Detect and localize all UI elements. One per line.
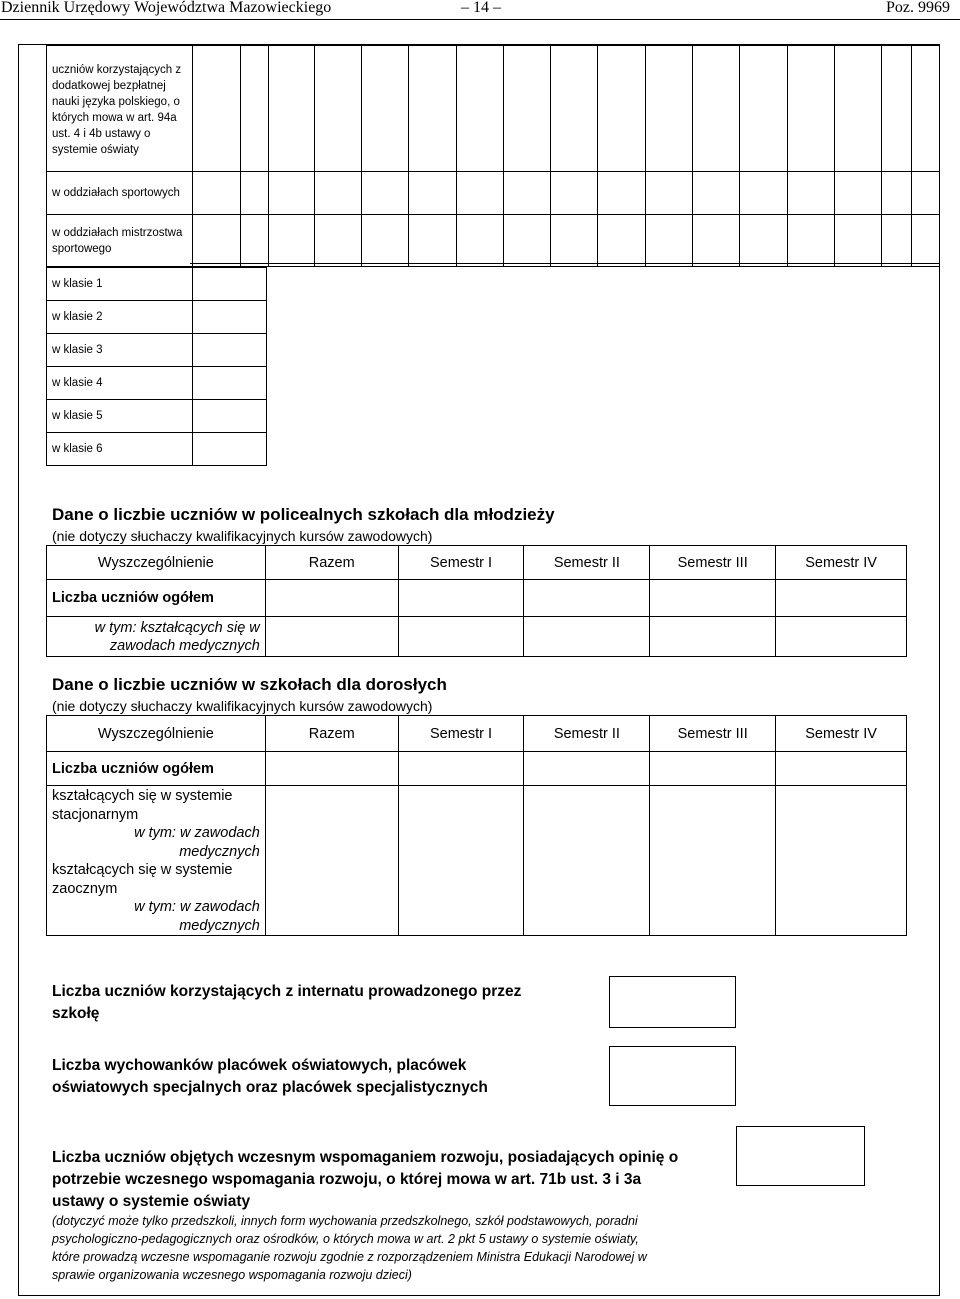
value-cell[interactable] <box>265 786 398 936</box>
value-cell[interactable] <box>524 617 650 657</box>
col-header: Semestr I <box>398 546 524 580</box>
policealne-table <box>46 545 907 657</box>
value-cell[interactable] <box>650 752 776 786</box>
table-row <box>47 334 267 367</box>
class-value-cell[interactable] <box>193 268 267 301</box>
top-table-hline <box>190 263 940 264</box>
wychowankowie-line: Liczba wychowanków placówek oświatowych, placówek <box>52 1057 467 1074</box>
table-row <box>47 580 907 617</box>
top-table-column-line <box>192 45 193 267</box>
stationary-label: kształcących się w systemie <box>52 788 233 804</box>
value-cell[interactable] <box>524 786 650 936</box>
top-table-hline <box>46 171 940 172</box>
top-table-column-line <box>268 45 269 267</box>
col-header: Razem <box>265 716 398 752</box>
internat-question <box>52 981 521 1025</box>
row-label-total: Liczba uczniów ogółem <box>47 580 266 617</box>
value-cell[interactable] <box>650 580 776 617</box>
class-label: w klasie 4 <box>47 367 193 400</box>
col-header: Semestr IV <box>776 716 907 752</box>
class-value-cell[interactable] <box>193 334 267 367</box>
value-cell[interactable] <box>265 617 398 657</box>
value-cell[interactable] <box>398 786 524 936</box>
wczesne-note <box>52 1212 647 1284</box>
stationary-label: stacjonarnym <box>52 806 139 823</box>
wczesne-note-line: psychologiczno-pedagogicznych oraz ośrodków, o których mowa w art. 2 pkt 5 ustawy o systemie oświaty, <box>52 1232 639 1246</box>
table-header-row <box>47 546 907 580</box>
table-row <box>47 367 267 400</box>
class-table <box>46 267 267 466</box>
table-row <box>47 617 907 657</box>
table-row <box>47 400 267 433</box>
value-cell[interactable] <box>650 786 776 936</box>
wczesne-line: ustawy o systemie oświaty <box>52 1193 251 1210</box>
value-cell[interactable] <box>776 580 907 617</box>
top-table-column-line <box>834 45 835 267</box>
class-value-cell[interactable] <box>193 367 267 400</box>
row-label-medical <box>47 617 266 657</box>
col-header: Wyszczególnienie <box>47 716 266 752</box>
value-cell[interactable] <box>265 580 398 617</box>
col-header: Semestr IV <box>776 546 907 580</box>
top-table-column-line <box>787 45 788 267</box>
top-table-column-line <box>361 45 362 267</box>
class-label: w klasie 6 <box>47 433 193 466</box>
journal-title: Dziennik Urzędowy Województwa Mazowieckiego <box>1 0 332 16</box>
top-table-column-line <box>739 45 740 267</box>
class-value-cell[interactable] <box>193 433 267 466</box>
top-table-column-line <box>911 45 912 267</box>
wychowankowie-line: oświatowych specjalnych oraz placówek specjalistycznych <box>52 1079 488 1096</box>
dorosli-subtitle: (nie dotyczy słuchaczy kwalifikacyjnych kursów zawodowych) <box>52 698 433 714</box>
extramural-medical-label: w tym: w zawodach <box>134 899 260 915</box>
class-label: w klasie 5 <box>47 400 193 433</box>
value-cell[interactable] <box>398 617 524 657</box>
policealne-subtitle: (nie dotyczy słuchaczy kwalifikacyjnych kursów zawodowych) <box>52 528 433 544</box>
row-label-polish-lessons: uczniów korzystających z dodatkowej bezpłatnej nauki języka polskiego, o których mowa w art. 94a ust. 4 i 4b ustawy o systemie oświaty <box>52 64 182 156</box>
top-table-column-line <box>645 45 646 267</box>
value-cell[interactable] <box>776 752 907 786</box>
class-value-cell[interactable] <box>193 400 267 433</box>
row-label-medical-line: w tym: kształcących się w <box>94 619 260 636</box>
col-header: Semestr III <box>650 716 776 752</box>
header-divider <box>0 19 960 20</box>
stationary-medical-label: medycznych <box>179 843 260 860</box>
table-header-row <box>47 716 907 752</box>
dorosli-table <box>46 715 907 936</box>
class-value-cell[interactable] <box>193 301 267 334</box>
row-label-championship-classes: w oddziałach mistrzostwa sportowego <box>52 227 183 255</box>
value-cell[interactable] <box>265 752 398 786</box>
position-number: Poz. 9969 <box>886 0 950 16</box>
top-table-column-line <box>503 45 504 267</box>
class-label: w klasie 1 <box>47 268 193 301</box>
top-table-hline <box>46 214 940 215</box>
dorosli-title: Dane o liczbie uczniów w szkołach dla dorosłych <box>52 675 447 694</box>
extramural-label: kształcących się w systemie <box>52 862 233 878</box>
top-table-column-line <box>692 45 693 267</box>
top-table-column-line <box>881 45 882 267</box>
class-label: w klasie 3 <box>47 334 193 367</box>
extramural-label: zaocznym <box>52 880 118 897</box>
value-cell[interactable] <box>524 752 650 786</box>
top-table-column-line <box>314 45 315 267</box>
row-label-systems <box>47 786 266 936</box>
row-label-medical-line: zawodach medycznych <box>109 637 260 654</box>
wczesne-input[interactable] <box>736 1126 865 1186</box>
extramural-medical-label: medycznych <box>179 917 260 934</box>
table-row <box>47 433 267 466</box>
top-table-column-line <box>408 45 409 267</box>
internat-line: Liczba uczniów korzystających z internatu prowadzonego przez <box>52 983 522 1000</box>
class-label: w klasie 2 <box>47 301 193 334</box>
stationary-medical-label: w tym: w zawodach <box>134 825 260 841</box>
value-cell[interactable] <box>398 752 524 786</box>
col-header: Semestr III <box>650 546 776 580</box>
col-header: Wyszczególnienie <box>47 546 266 580</box>
wczesne-note-line: sprawie organizowania wczesnego wspomagania rozwoju dzieci) <box>52 1268 412 1282</box>
row-label-sport-classes: w oddziałach sportowych <box>52 187 180 199</box>
page-header <box>0 0 960 18</box>
wczesne-question <box>52 1147 678 1213</box>
wychowankowie-input[interactable] <box>609 1046 736 1106</box>
top-table-column-line <box>456 45 457 267</box>
internat-input[interactable] <box>609 976 736 1028</box>
col-header: Razem <box>265 546 398 580</box>
col-header: Semestr II <box>524 716 650 752</box>
internat-line: szkołę <box>52 1005 100 1022</box>
table-row <box>47 268 267 301</box>
value-cell[interactable] <box>776 786 907 936</box>
value-cell[interactable] <box>650 617 776 657</box>
wczesne-note-line: (dotyczyć może tylko przedszkoli, innych form wychowania przedszkolnego, szkół podstawowych, poradni <box>52 1214 638 1228</box>
wychowankowie-question <box>52 1055 488 1099</box>
table-row <box>47 786 907 936</box>
page-number: – 14 – <box>461 0 501 16</box>
policealne-title: Dane o liczbie uczniów w policealnych szkołach dla młodzieży <box>52 505 555 524</box>
col-header: Semestr I <box>398 716 524 752</box>
value-cell[interactable] <box>776 617 907 657</box>
row-label-total: Liczba uczniów ogółem <box>47 752 266 786</box>
col-header: Semestr II <box>524 546 650 580</box>
value-cell[interactable] <box>398 580 524 617</box>
wczesne-line: Liczba uczniów objętych wczesnym wspomaganiem rozwoju, posiadających opinię o <box>52 1149 679 1166</box>
table-row <box>47 752 907 786</box>
value-cell[interactable] <box>524 580 650 617</box>
top-table-column-line <box>550 45 551 267</box>
table-row <box>47 301 267 334</box>
top-table-column-line <box>240 45 241 267</box>
top-table-column-line <box>597 45 598 267</box>
wczesne-note-line: które prowadzą wczesne wspomaganie rozwoju zgodnie z rozporządzeniem Ministra Edukacji Narodowej w <box>52 1250 647 1264</box>
wczesne-line: potrzebie wczesnego wspomagania rozwoju, o której mowa w art. 71b ust. 3 i 3a <box>52 1171 642 1188</box>
